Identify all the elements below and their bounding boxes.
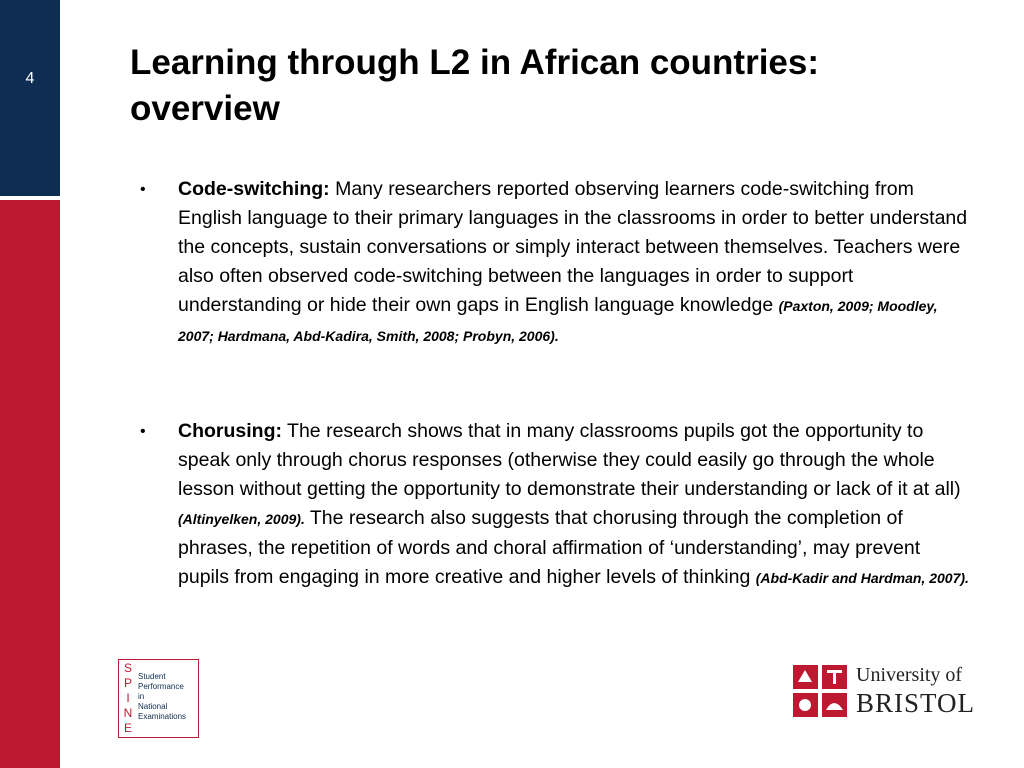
spine-letter: N: [123, 706, 133, 720]
bullet-text: Many researchers reported observing learners code-switching from English language to their primary languages in the classrooms in order to better understand the concepts, sustain conversations or simply interact between themselves. Teachers were also often observed code-switching between the languages in order to support understanding or hide their own gaps in English language knowledge: [178, 178, 968, 316]
bullet-term: Chorusing:: [178, 420, 282, 442]
slide-title: [130, 40, 990, 132]
spine-line: Performance: [138, 682, 184, 691]
bristol-crest-icon: [792, 664, 848, 718]
sidebar-navy-band: [0, 0, 60, 196]
spine-logo: [118, 659, 199, 738]
bristol-line1: University of: [856, 664, 963, 686]
slide-number: 4: [25, 70, 35, 87]
bullet-body: [178, 417, 970, 593]
spine-letter: S: [123, 661, 132, 675]
spine-logo-text: [138, 672, 198, 722]
bullet-text: The research shows that in many classrooms pupils got the opportunity to speak only through chorus responses (otherwise they could easily go through the whole lesson without getting the opportunity to demonstrate their understanding or lack of it at all): [178, 420, 961, 500]
bullet-citation: (Paxton, 2009; Moodley, 2007; Hardmana, Abd-Kadira, Smith, 2008; Probyn, 2006).: [178, 298, 938, 344]
bullet-citation-2: (Abd-Kadir and Hardman, 2007).: [755, 570, 969, 586]
bullet-term: Code-switching:: [178, 178, 330, 200]
bullet-citation: (Altinyelken, 2009).: [178, 511, 305, 527]
bullet-text-continued: The research also suggests that chorusing through the completion of phrases, the repetition of words and choral affirmation of ‘understanding’, may prevent pupils from engaging in more creative and higher levels of thinking: [178, 507, 921, 588]
sidebar-red-band: [0, 200, 60, 768]
spine-letter: E: [123, 721, 132, 735]
spine-line: in: [138, 692, 145, 701]
spine-line: Examinations: [138, 712, 187, 721]
bristol-line2: BRISTOL: [856, 688, 976, 718]
spine-line: Student: [138, 672, 166, 681]
slide-title-line2: overview: [130, 89, 280, 128]
spine-letter: I: [126, 691, 130, 705]
spine-letter: P: [123, 676, 132, 690]
bullet-marker: •: [140, 423, 146, 440]
slide-title-line1: Learning through L2 in African countries:: [130, 43, 820, 82]
university-of-bristol-logo: [792, 662, 982, 722]
spine-logo-letters: [122, 661, 134, 736]
spine-line: National: [138, 702, 168, 711]
bullet-marker: •: [140, 181, 146, 198]
bullet-body: [178, 175, 970, 351]
